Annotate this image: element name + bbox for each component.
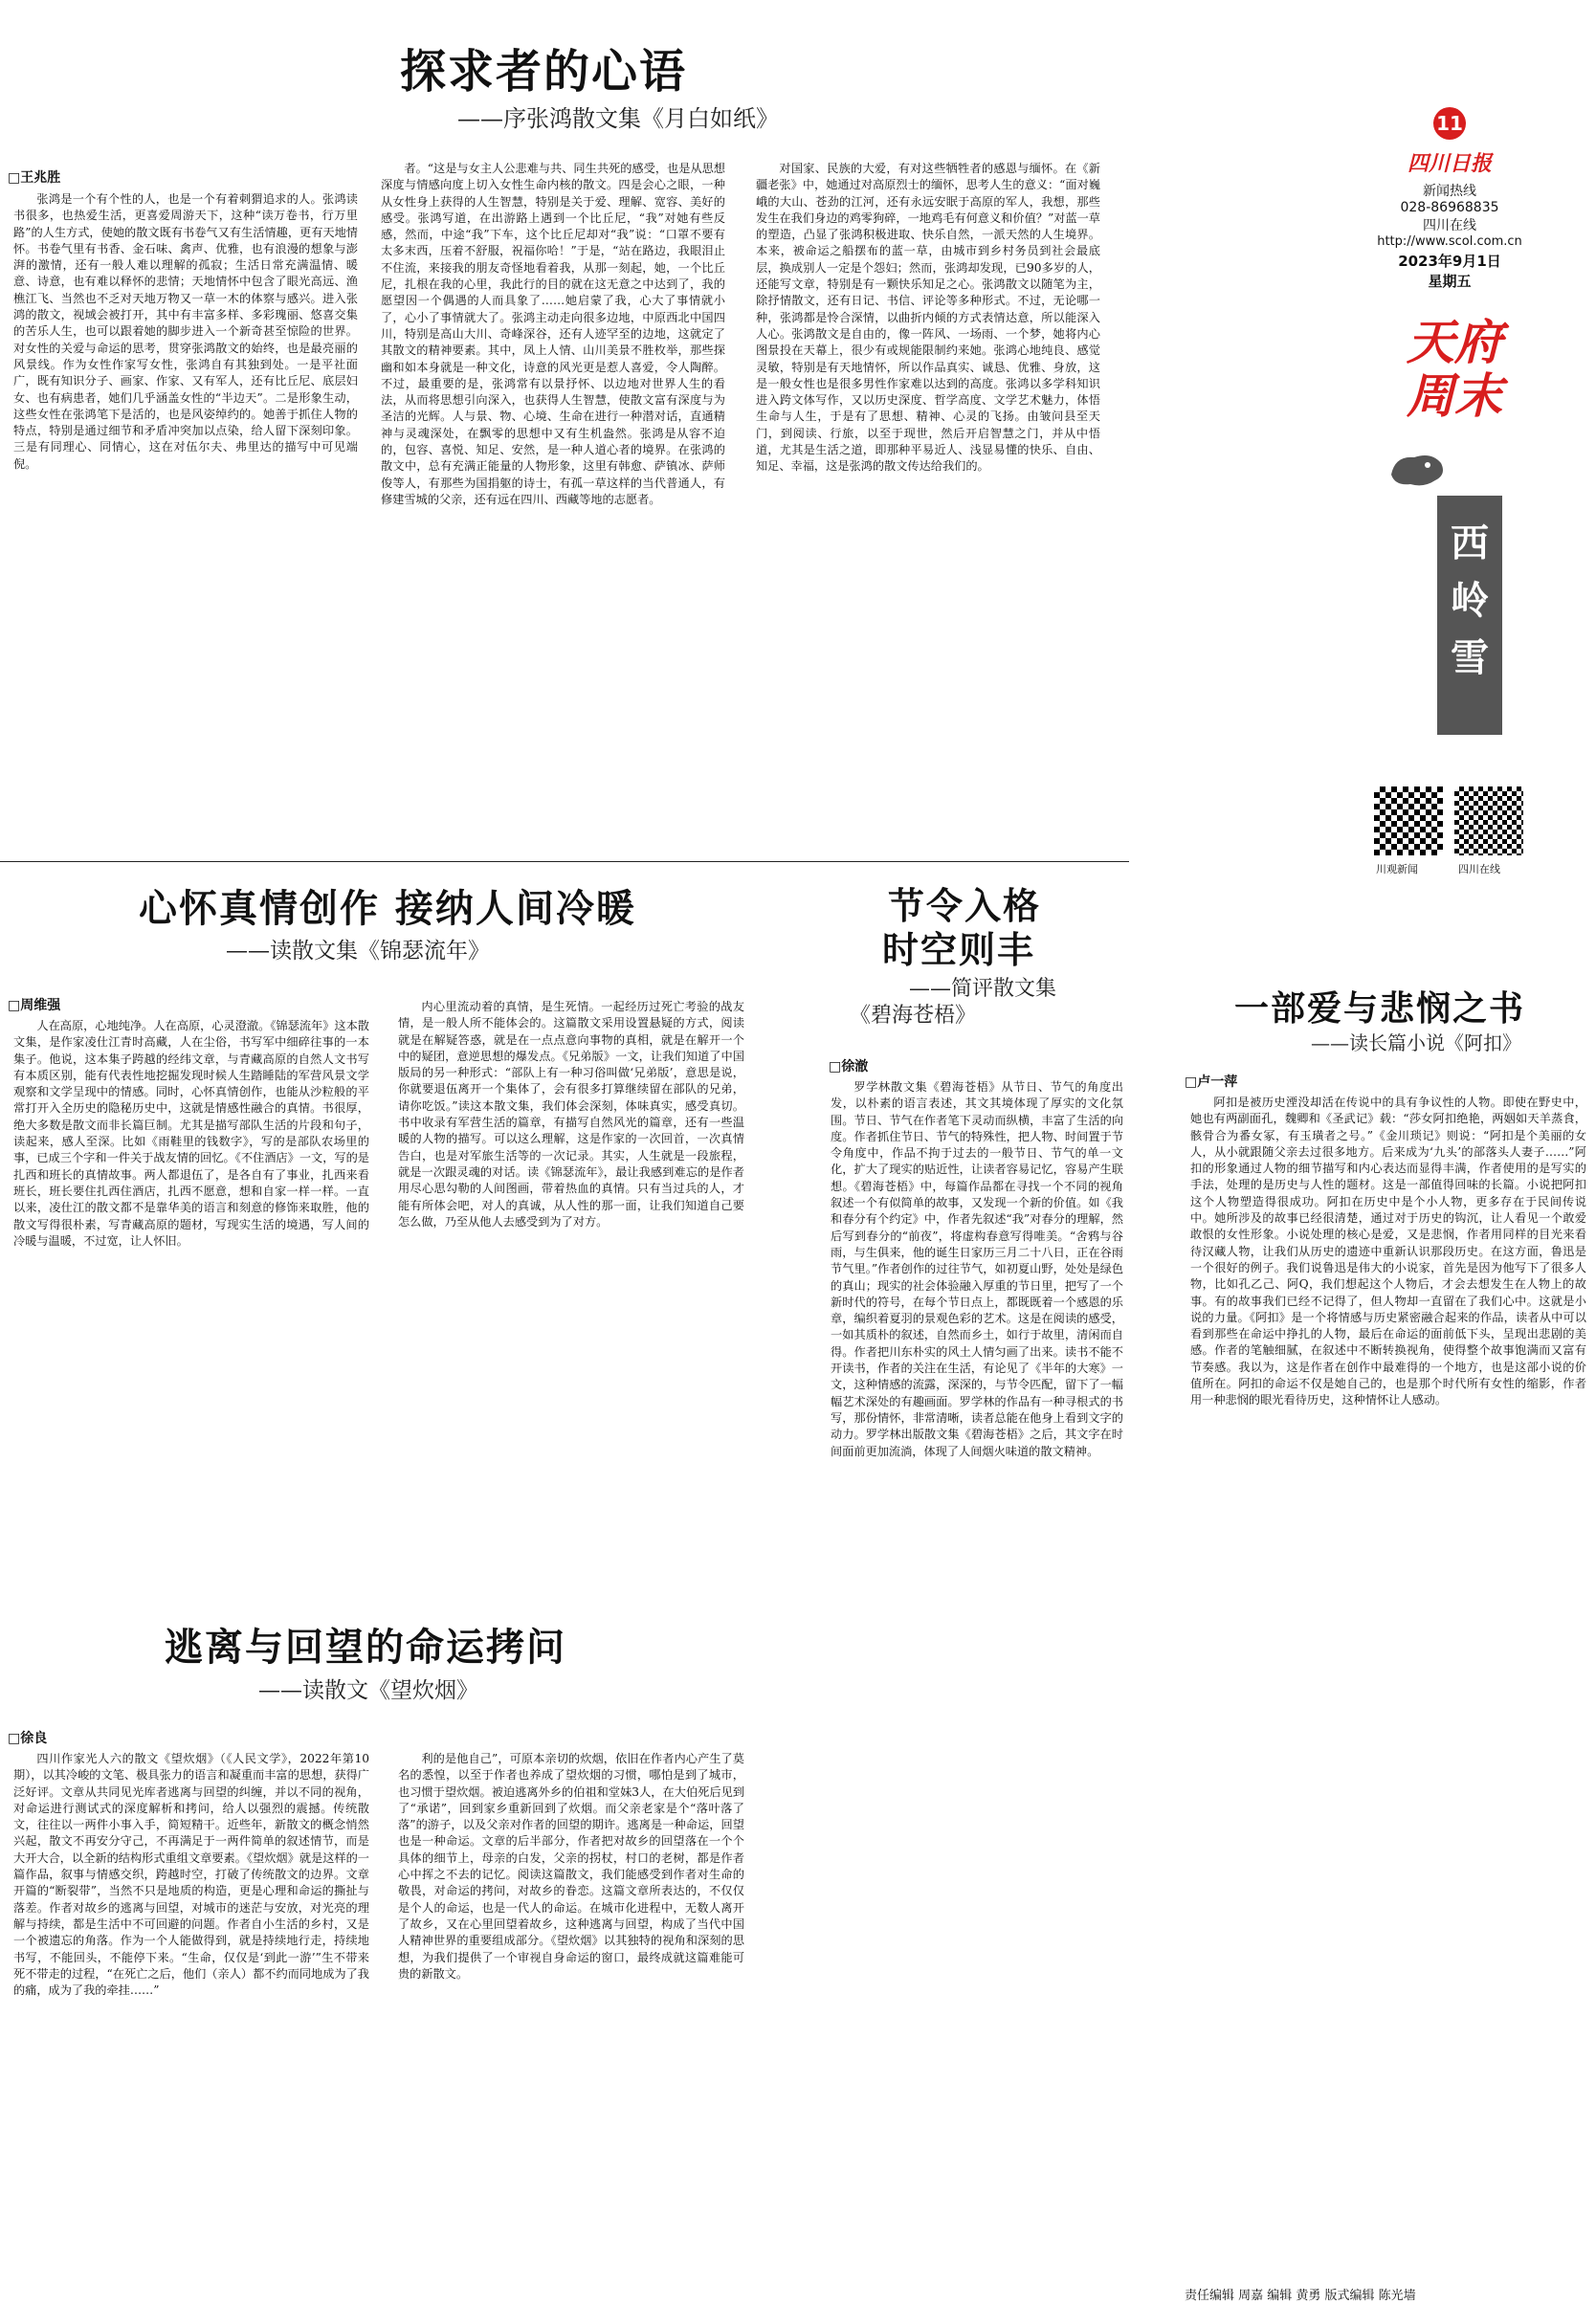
issue-date: 2023年9月1日 — [1398, 253, 1501, 270]
article3-title-line: 节令入格 — [888, 885, 1042, 927]
article1-title: 探求者的心语 — [400, 45, 688, 99]
article1-column: 对国家、民族的大爱，有对这些牺牲者的感恩与缅怀。在《新疆老张》中，她通过对高原烈士的缅怀，思考人生的意义：“面对巍峨的大山、苍劲的江河，还有永远安眠于高原的军人，我想，那些发生在我们身边的鸡零狗碎，一地鸡毛有何意义和价值？”对蓝一草的塑造，凸显了张鸿积极进取、快乐自然，一派天然的人生境界。本来，被命运之船摆布的蓝一草，由城市到乡村务员到社会最底层，换成别人一定是个怨妇；然而，张鸿却发现，已90多岁的人，还能写文章，特别是有一颗快乐知足之心。张鸿散文以随笔为主，除抒情散文，还有日记、书信、评论等多种形式。不过，无论哪一种，张鸿都是怜合深情，以曲折内倾的方式表情达意，所以能深入人心。张鸿散文是自由的，像一阵风、一场雨、一个梦，她将内心图景投在天幕上，很少有或规能限制约来她。张鸿心地纯良、感觉灵敏，特别是有天地情怀，所以作品真实、诚恳、优雅、身放，这是一般女性也是很多男性作家难以达到的高度。张鸿以多学科知识进入跨文体写作，又以历史深度、哲学高度、文学艺术魅力，体悟生命与人生，于是有了思想、精神、心灵的飞扬。由皱问县至天门，到阅读、行旅，以至于现世，然后开启智慧之门，并从中悟道，尤其是生活之道，即那种平易近人、浅显易懂的快乐、自由、知足、幸福，这是张鸿的散文传达给我们的。 — [756, 162, 1100, 474]
article4-title: 一部爱与悲悯之书 — [1234, 989, 1526, 1029]
article2-title: 心怀真情创作 接纳人间冷暖 — [139, 887, 636, 931]
article2-column: 内心里流动着的真情，是生死情。一起经历过死亡考验的战友情，是一般人所不能体会的。这篇散文采用设置悬疑的方式，阅读就是在解疑答惑，就是在一点点意向事物的真相，就是在解开一个中的疑团，意逆思想的爆发点。《兄弟版》一文，让我们知道了中国版局的另一种形式：“部队上有一种习俗叫做‘兄弟版’，意思是说，你就要退伍离开一个集体了，会有很多打算继续留在部队的兄弟，请你吃饭。”读这本散文集，我们体会深刻，体味真实，感受真切。书中收录有军营生活的篇章，有描写自然风光的篇章，还有一些温暖的人物的描写。可以这么理解，这是作家的一次回首，一次真情告白，也是对军旅生活等的一次记录。其实，人生就是一段旅程，就是一次跟灵魂的对话。读《锦瑟流年》，最让我感到难忘的是作者用尽心思勾勒的人间图画，带着热血的真情。只有当过兵的人，才能有所体会吧，对人的真诚，从人性的那一面，让我们知道自己要怎么做，乃至从他人去感受到为了对方。 — [398, 1000, 744, 1229]
article2-column: 人在高原，心地纯净。人在高原，心灵澄澈。《锦瑟流年》这本散文集，是作家凌仕江青时高藏，人在尘俗，书写军中细碎往事的一本集子。他说，这本集子跨越的经纬文章，与青藏高原的自然人文书写有本质区别，能有代表性地挖掘发现时候人生踏睡陆的军营风景文学观察和文学呈现中的情感。同时，心怀真情创作，也能从沙粒般的平常打开入全历史的隐秘历史中，这就是情感性融合的真情。书很厚，绝大多数是散文而非长篇巨制。尤其是描写部队生活的片段和句子，读起来，感人至深。比如《雨鞋里的钱数字》，写的是部队农场里的事，已成三个字和一件关于战友情的回忆。《不住酒店》一文，写的是扎西和班长的真情故事。两人都退伍了，是各自有了事业，扎西来看班长，班长要住扎西住酒店，扎西不愿意，想和自家一样一样。一直以来，凌仕江的散文都不是靠华美的语言和刻意的修饰来取胜，他的散文写得很朴素，写青藏高原的题材，写现实生活的境遇，写人间的冷暖与温暖，不过宽，让人怀旧。 — [13, 1019, 369, 1248]
article5-column: 利的是他自己”，可原本亲切的炊烟，依旧在作者内心产生了莫名的悉惶，以至于作者也养成了望炊烟的习惯，哪怕是到了城市，也习惯于望炊烟。被迫逃离外乡的伯祖和堂妹3人，在大伯死后见到了“承诺”，回到家乡重新回到了炊烟。而父亲老家是个“落叶落了落”的游子，以及父亲对作者的回望的期许。逃离是一种命运，回望也是一种命运。文章的后半部分，作者把对故乡的回望落在一个个具体的细节上，母亲的白发，父亲的拐杖，村口的老树，都是作者心中挥之不去的记忆。阅读这篇散文，我们能感受到作者对生命的敬畏，对命运的拷问，对故乡的眷恋。这篇文章所表达的，不仅仅是个人的命运，也是一代人的命运。在城市化进程中，无数人离开了故乡，又在心里回望着故乡，这种逃离与回望，构成了当代中国人精神世界的重要组成部分。《望炊烟》以其独特的视角和深刻的思想，为我们提供了一个审视自身命运的窗口，最终成就这篇难能可贵的新散文。 — [398, 1752, 744, 1981]
issue-weekday: 星期五 — [1428, 273, 1472, 290]
hotline-label: 新闻热线 — [1423, 184, 1476, 199]
section-logo-text: 天府周末 — [1407, 314, 1502, 424]
hotline-number: 028-86968835 — [1400, 200, 1499, 215]
article4-subtitle: ——读长篇小说《阿扣》 — [1311, 1031, 1521, 1054]
article3-subtitle — [850, 976, 1056, 1030]
online-label: 四川在线 — [1423, 218, 1476, 233]
article3-author: □徐澈 — [829, 1059, 869, 1074]
article3-title — [882, 884, 1042, 972]
page-number: 11 — [1436, 112, 1463, 135]
online-url[interactable]: http://www.scol.com.cn — [1377, 234, 1522, 249]
article1-column: 张鸿是一个有个性的人，也是一个有着刺猬追求的人。张鸿读书很多，也热爱生活，更喜爱周游天下，这种“读万卷书，行万里路”的人生方式，使她的散文既有书卷气又有生活情趣，更有天地情怀。书卷气里有书香、金石味、禽声、优雅，也有浪漫的想象与澎湃的激情，还有一般人难以理解的孤寂；生活日常充满温情、暖意、诗意，也有难以释怀的悲情；天地情怀中包含了眼光高远、渔樵江飞、当然也不乏对天地万物又一草一木的体察与感兴。进入张鸿的散文，视域会被打开，其中有丰富多样、多彩瑰丽、悠喜交集的苦乐人生，也可以跟着她的脚步进入一个新奇甚至惊险的世界。对女性的关爱与命运的思考，贯穿张鸿散文的始终，也是最亮丽的风景线。作为女性作家写女性，张鸿自有其独到处。一是平社面广，既有知识分子、画家、作家、又有军人，还有比丘尼、底层妇女、也有病患者，她们几乎涵盖女性的“半边天”。二是形象生动，这些女性在张鸿笔下是活的，也是风姿绰约的。她善于抓住人物的特点，特别是通过细节和矛盾冲突加以点染，给人留下深刻印象。三是有同理心、同情心，这在对伍尔夫、弗里达的描写中可见端倪。 — [13, 192, 358, 471]
page-number-badge — [1433, 107, 1466, 140]
article5-title: 逃离与回望的命运拷问 — [165, 1626, 566, 1670]
column-name: 西岭雪 — [1451, 521, 1489, 680]
masthead — [1368, 107, 1531, 291]
article2-subtitle: ——读散文集《锦瑟流年》 — [226, 939, 490, 964]
divider — [0, 861, 1129, 862]
article1-subtitle: ——序张鸿散文集《月白如纸》 — [457, 105, 779, 132]
article5-subtitle: ——读散文《望炊烟》 — [258, 1678, 478, 1703]
section-logo — [1397, 316, 1512, 431]
article1-author: □王兆胜 — [8, 170, 61, 186]
article3-column: 罗学林散文集《碧海苍梧》从节日、节气的角度出发，以朴素的语言表述，其文其境体现了厚实的文化氛围。节日、节气在作者笔下灵动而纵横，丰富了生活的向度。作者抓住节日、节气的特殊性，把人物、时间置于节令角度中，作品不拘于过去的一般节日、节气的单一文化，扩大了现实的贴近性，让读者容易记忆，容易产生联想。《碧海苍梧》中，每篇作品都在寻找一个不同的视角叙述一个有似简单的故事，又发现一个新的价值。如《我和春分有个约定》中，作者先叙述“我”对春分的理解，然后写到春分的“前夜”，将虚构春意写得唯美。“舍鸦与谷雨，与生俱来，他的诞生日家历三月二十八日，正在谷雨节气里。”作者创作的过往节气，如初夏山野，处处是绿色的真山；现实的社会体验融入厚重的节日里，把写了一个新时代的符号，在每个节日点上，都既既着一个感恩的乐章，编织着夏羽的景观色彩的艺术。这是在阅读的感受，一如其质朴的叙述，自然而乡土，如行于故里，清闲而自得。作者把川东朴实的风土人情匀画了出来。读书不能不开读书，作者的关注在生活，有论见了《半年的大寒》一文，这种情感的流露，深深的，与节令匹配，留下了一幅幅艺术深处的有趣画面。罗学林的作品有一种寻根式的书写，那份情怀，非常清晰，读者总能在他身上看到文字的动力。罗学林出版散文集《碧海苍梧》之后，其文字在时间面前更加流淌，体现了人间烟火味道的散文精神。 — [831, 1080, 1123, 1458]
qr-right-caption: 四川在线 — [1458, 863, 1500, 875]
paper-name: 四川日报 — [1407, 152, 1492, 176]
column-name-box — [1437, 496, 1502, 735]
article3-title-line: 时空则丰 — [882, 929, 1036, 971]
article4-column: 阿扣是被历史湮没却活在传说中的具有争议性的人物。即使在野史中，她也有两副面孔，魏卿和《圣武记》载：“莎女阿扣绝艳，两姻如天羊蒸食，骸骨合为番女冢，有玉璜者之号。”《金川琐记》则说：“阿扣是个美丽的女人，从小就跟随父亲去过很多地方。后来成为‘九头’的部落头人妻子……”阿扣的形象通过人物的细节描写和内心表达而显得丰满，作者使用的是写实的手法，处理的是历史与人性的题材。这是一部值得回味的长篇。小说把阿扣这个人物塑造得很成功。阿扣在历史中是个小人物，更多存在于民间传说中。她所涉及的故事已经很清楚，通过对于历史的钩沉，让人看见一个敢爱敢恨的女性形象。小说处理的核心是爱，又是悲悯，作者用同样的目光来看待汉藏人物，让我们从历史的遗迹中重新认识那段历史。在这方面，鲁迅是一个很好的例子。我们说鲁迅是伟大的小说家，首先是因为他写下了很多人物，比如孔乙己、阿Q，我们想起这个人物后，才会去想发生在人物上的故事。有的故事我们已经不记得了，但人物却一直留在了我们心中。这就是小说的力量。《阿扣》是一个将情感与历史紧密融合起来的作品，读者从中可以看到那些在命运中挣扎的人物，最后在命运的面前低下头，呈现出悲剧的美感。作者的笔触细腻，在叙述中不断转换视角，使得整个故事饱满而又富有节奏感。我以为，这是作者在创作中最难得的一个地方，也是这部小说的价值所在。阿扣的命运不仅是她自己的，也是那个时代所有女性的缩影，作者用一种悲悯的眼光看待历史，这种情怀让人感动。 — [1190, 1096, 1586, 1407]
article2-author: □周维强 — [8, 998, 61, 1013]
qr-code-left[interactable] — [1374, 786, 1443, 855]
article5-column: 四川作家光人六的散文《望炊烟》（《人民文学》，2022年第10期），以其冷峻的文笔、极具张力的语言和凝重而丰富的思想，获得广泛好评。文章从共同见光库者逃离与回望的纠缠，并以不同的视角，对命运进行测试式的深度解析和拷问，给人以强烈的震撼。传统散文，往往以一两件小事入手，简短精干。近些年，新散文的概念悄然兴起，散文不再安分守己，不再满足于一两件简单的叙述情节，而是大开大合，以全新的结构形式重组文章要素。《望炊烟》就是这样的一篇作品，叙事与情感交织，跨越时空，打破了传统散文的边界。文章开篇的“断裂带”，当然不只是地质的构造，更是心理和命运的撕扯与落差。作者对故乡的逃离与回望，对城市的迷茫与安放，对光亮的理解与持续，都是生活中不可回避的问题。作者自小生活的乡村，又是一个被遗忘的角落。作为一个人能做得到，就是持续地行走，持续地书写，不能回头，不能停下来。“生命，仅仅是‘到此一游’”生不带来死不带走的过程，“在死亡之后，他们（亲人）都不约而同地成为了我的痛，成为了我的牵挂……” — [13, 1752, 369, 1998]
article4-author: □卢一萍 — [1185, 1074, 1238, 1090]
lion-emblem — [1385, 446, 1449, 494]
footer-credits: 责任编辑 周嘉 编辑 黄勇 版式编辑 陈光墙 — [1185, 2289, 1416, 2303]
article5-author: □徐良 — [8, 1731, 48, 1746]
article1-column: 者。“这是与女主人公悲难与共、同生共死的感受，也是从思想深度与情感向度上切入女性生命内核的散文。四是会心之眼，一种从女性身上获得的人生智慧，特别是关于爱、理解、宽容、美好的感受。张鸿写道，在出游路上遇到一个比丘尼，“我”对她有些反感，然而，中途“我”下车，这个比丘尼却对“我”说：“口罩不要有太多末西，压着不舒服，祝福你哈！”于是，“站在路边，我眼泪止不住流，来接我的朋友奇怪地看着我，从那一刻起，她，一个比丘尼，扎根在我的心里，我此行的目的就在这无意之中达到了，我的愿望因一个偶遇的人而具象了……她启蒙了我，心大了事情就小了，心小了事情就大了。张鸿主动走向很多边地，中原西北中国四川，特别是高山大川、奇峰深谷，还有人迹罕至的边地，这就定了其散文的精神要素。其中，凤上人情、山川美景不胜枚举，那些探幽和如本身就是一种文化，诗意的风光更是惹人喜爱，令人陶醉。不过，最重要的是，张鸿常有以景抒怀、以边地对世界人生的看法，从而将思想引向深入，也获得人生智慧，使散文富有深度与为圣洁的光辉。人与景、物、心境、生命在进行一种潜对话，直通精神与灵魂深处，在飘零的思想中又有生机盎然。张鸿是从容不迫的，包容、喜悦、知足、安然，是一种人道心者的境界。在张鸿的散文中，总有充满正能量的人物形象，这里有韩愈、萨镇冰、萨师俊等人，有那些为国捐躯的诗士，有孤一草这样的当代普通人，有修建雪城的父亲，还有远在四川、西藏等地的志愿者。 — [381, 162, 725, 506]
article3-subtitle-line: 《碧海苍梧》 — [850, 1004, 977, 1028]
article3-subtitle-line: ——简评散文集 — [909, 977, 1057, 1001]
qr-code-right[interactable] — [1454, 786, 1523, 855]
qr-left-caption: 川观新闻 — [1376, 863, 1418, 875]
